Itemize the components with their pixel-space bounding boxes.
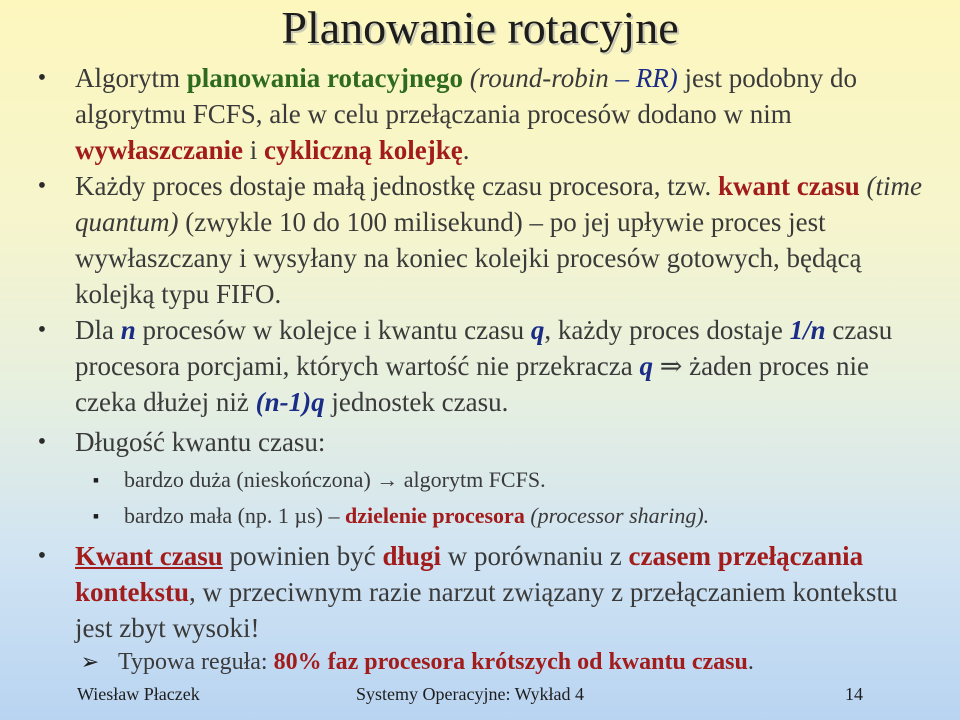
footer-author: Wiesław Płaczek: [77, 684, 200, 704]
text-run: , każdy proces dostaje: [544, 315, 790, 345]
bullet-text: [75, 538, 935, 646]
text-run: bardzo mała (np. 1 µs) –: [124, 503, 345, 528]
text-run: (processor sharing).: [524, 503, 710, 528]
text-run: ⇒ żaden proces nie czeka dłużej niż: [75, 351, 869, 417]
text-run: q: [639, 351, 653, 381]
arrow-bullet-icon: ➢: [80, 649, 100, 674]
text-run: (time quantum): [75, 171, 922, 237]
square-bullet-marker: ▪: [92, 470, 100, 490]
square-bullet-marker: ▪: [92, 506, 100, 526]
text-run: .: [747, 649, 754, 675]
footer-course: Systemy Operacyjne: Wykład 4: [356, 684, 585, 704]
rule-text: [118, 644, 754, 680]
text-run: , w przeciwnym razie narzut związany z przełączaniem kontekstu jest zbyt wysoki!: [75, 577, 898, 643]
text-run: Algorytm: [75, 63, 187, 93]
text-run: .: [462, 135, 470, 165]
text-run: i: [242, 135, 264, 165]
text-run: n: [120, 315, 136, 345]
bullet-marker: •: [37, 543, 47, 569]
bullet-text: [75, 60, 935, 168]
text-run: Typowa reguła:: [118, 649, 274, 675]
bullet-marker: •: [37, 429, 47, 455]
text-run: Dla: [75, 315, 121, 345]
text-run: (zwykle 10 do 100 milisekund) – po jej upływie proces jest wywłaszczany i wysyłany na koniec kolejki procesów gotowych, będącą kolejką typu FIFO.: [75, 207, 862, 309]
subitem-text: [124, 498, 709, 534]
subitem-text: [124, 462, 546, 498]
footer-page-number: 14: [845, 684, 863, 704]
slide-title: Planowanie rotacyjne: [281, 2, 679, 53]
text-run: procesów w kolejce i kwantu czasu: [135, 315, 531, 345]
text-run: q: [530, 315, 545, 345]
text-run: 80% faz procesora krótszych od kwantu czasu: [273, 649, 748, 675]
text-run: wywłaszczanie: [75, 135, 243, 165]
bullet-marker: •: [37, 317, 47, 343]
bullet-marker: •: [37, 65, 47, 91]
text-run: 1/n: [789, 315, 826, 345]
text-run: cykliczną kolejkę: [263, 135, 463, 165]
text-run: dzielenie procesora: [345, 503, 525, 528]
bullet-text: [75, 424, 935, 460]
text-run: jednostek czasu.: [324, 387, 509, 417]
text-run: czasem przełączania kontekstu: [75, 541, 864, 607]
text-run: (round-robin: [463, 63, 609, 93]
text-run: planowania rotacyjnego: [186, 63, 464, 93]
text-run: długi: [382, 541, 442, 571]
text-run: – RR): [608, 63, 678, 93]
text-run: (n-1)q: [255, 387, 325, 417]
text-run: w porównaniu z: [441, 541, 629, 571]
bullet-text: [75, 312, 935, 420]
text-run: bardzo duża (nieskończona) → algorytm FCFS.: [124, 467, 546, 492]
text-run: powinien być: [222, 541, 383, 571]
text-run: Każdy proces dostaje małą jednostkę czasu procesora, tzw.: [75, 171, 718, 201]
text-run: kwant czasu: [718, 171, 860, 201]
text-run: Kwant czasu: [75, 541, 223, 571]
text-run: czasu procesora porcjami, których wartość nie przekracza: [75, 315, 893, 381]
bullet-marker: •: [37, 173, 47, 199]
text-run: Długość kwantu czasu:: [75, 427, 326, 457]
bullet-text: [75, 168, 935, 312]
text-run: jest podobny do algorytmu FCFS, ale w celu przełączania procesów dodano w nim: [75, 63, 857, 129]
